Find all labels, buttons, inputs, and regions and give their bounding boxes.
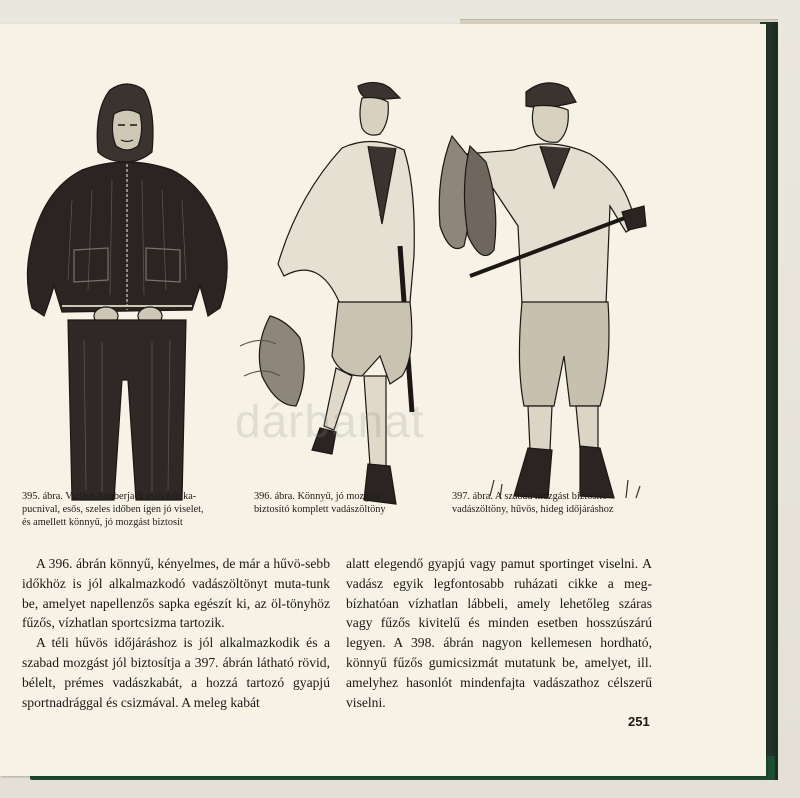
paragraph: A 396. ábrán könnyű, kényelmes, de már a hűvö-sebb időkhöz is jól alkalmazkodó vadászöltönyt muta-tunk be, amelyet napellenzős sapka egészít ki, az öl-tönyhöz fűzős, vízhatlan sportcsizma tartozik. (22, 556, 330, 631)
text-column-left (22, 554, 330, 712)
text-column-right (346, 554, 652, 712)
watermark: dárbanat (235, 395, 425, 447)
caption-figure-396: 396. ábra. Könnyű, jó mozgást biztosító komplett vadászöltöny (254, 491, 386, 515)
page-number: 251 (628, 714, 650, 729)
paragraph: alatt elegendő gyapjú vagy pamut sportinget viselni. A vadász egyik legfontosabb ruházati cikke a meg-bízhatóan vízhatlan lábbeli, amely lehetőleg száras vagy fűzős kivitelű és minden esetben hosszúszárú legyen. A 398. ábrán nagyon kellemesen hordható, könnyű fűzős gumicsizmát mutatunk be, amelyet, ill. amelyhez hasonlót mindenfajta vadászathoz célszerű viselni. (346, 556, 652, 710)
book-page (0, 24, 766, 776)
figure-395-illustration (22, 80, 234, 510)
caption-figure-397: 397. ábra. A szabad mozgást biztosító vadászöltöny, hűvös, hideg időjáráshoz (452, 491, 614, 515)
paragraph: A téli hűvös időjáráshoz is jól alkalmazkodik és a szabad mozgást jól biztosítja a 397. ábrán látható rövid, bélelt, prémes vadászkabát, a hozzá tartozó gyapjú sportnadrággal és csizmával. A meleg kabát (22, 635, 330, 710)
caption-figure-395: 395. ábra. Vadász-lumberjack esővédő ka- pucnival, esős, szeles időben igen jó viselet, és amellett könnyű, jó mozgást biztosít (22, 491, 204, 528)
